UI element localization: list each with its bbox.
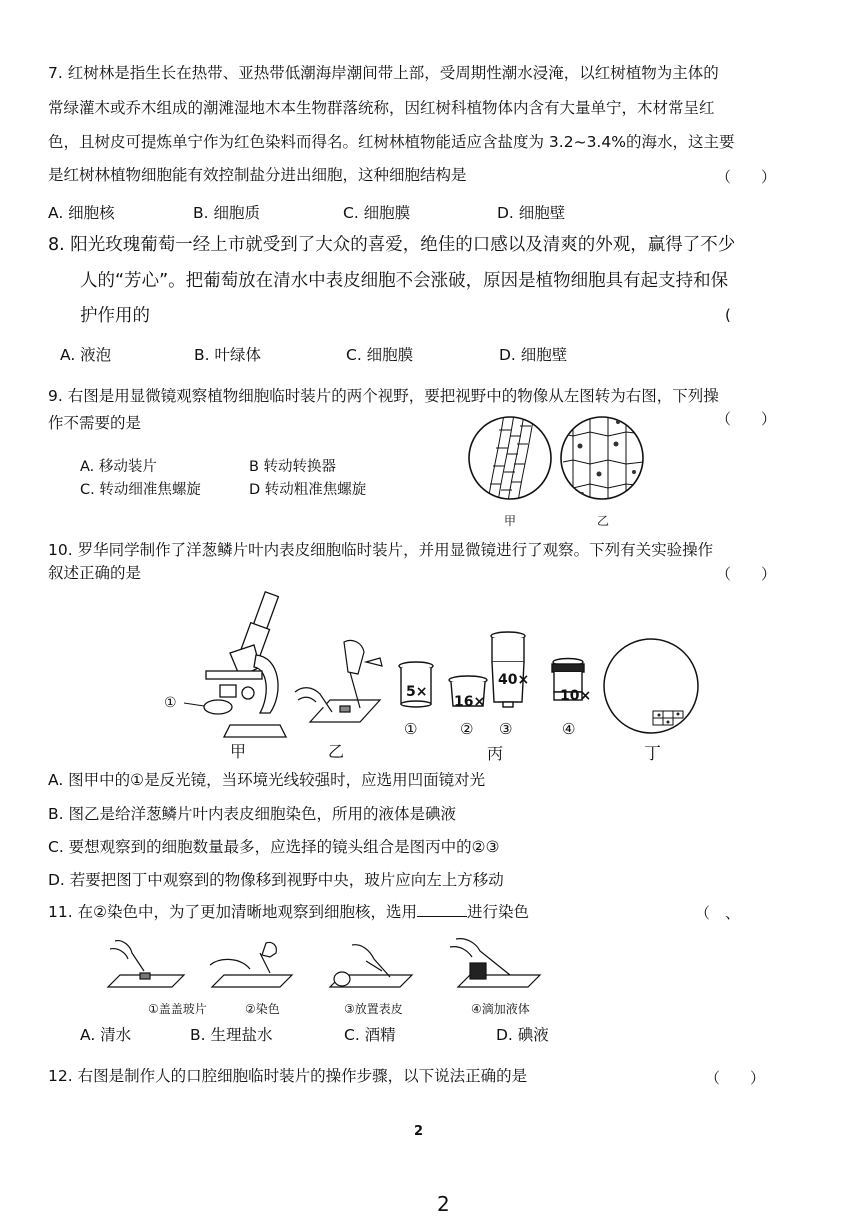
lens-1-num: ① [404,720,418,738]
q11-line1-b: 进行染色 [466,903,529,921]
lens-4-mag: 10× [560,688,592,704]
q10-answer-paren: （ ） [716,565,777,583]
q7-option-d: D. 细胞壁 [497,204,566,222]
lens-3 [491,632,525,707]
q10-fig-label-ding: 丁 [644,744,661,764]
q10-fig-label-bing: 丙 [487,744,504,763]
q11-answer-paren: （ 、 [695,904,741,922]
q12-line1: 12. 右图是制作人的口腔细胞临时装片的操作步骤，以下说法正确的是 [48,1067,528,1085]
q10-fig-label-jia: 甲 [230,742,247,761]
q7-answer-paren: （ ） [716,168,777,186]
page-number: 2 [437,1192,450,1216]
q9-fig-label-yi: 乙 [597,514,610,528]
q11-steps-figure [100,935,560,995]
q10-fig-label-yi: 乙 [328,742,345,761]
lens-3-num: ③ [499,720,513,738]
q11-option-b: B. 生理盐水 [190,1026,273,1044]
q8-option-d: D. 细胞壁 [499,346,568,364]
q10-option-a: A. 图甲中的①是反光镜，当环境光线较强时，应选用凹面镜对光 [48,771,486,789]
q9-line2: 作不需要的是 [48,414,142,432]
lens-3-mag: 40× [498,672,530,688]
lens-1-mag: 5× [406,684,428,700]
q8-option-c: C. 细胞膜 [346,346,414,364]
q8-option-a: A. 液泡 [60,346,112,364]
q11-step-1: ①盖盖玻片 [148,1002,207,1016]
lens-4-num: ④ [562,720,576,738]
q8-line2: 人的“芳心”。把葡萄放在清水中表皮细胞不会涨破，原因是植物细胞具有起支持和保 [80,271,729,291]
q10-staining-figure [290,622,400,732]
view-jia-circle [469,417,551,499]
q10-line1: 10. 罗华同学制作了洋葱鳞片叶内表皮细胞临时装片，并用显微镜进行了观察。下列有关实验操作 [48,541,714,559]
q7-line4: 是红树林植物细胞能有效控制盐分进出细胞，这种细胞结构是 [48,166,467,184]
q11-option-a: A. 清水 [80,1026,132,1044]
q10-option-b: B. 图乙是给洋葱鳞片叶内表皮细胞染色，所用的液体是碘液 [48,805,456,823]
q10-option-d: D. 若要把图丁中观察到的物像移到视野中央，玻片应向左上方移动 [48,871,504,889]
lens-2-mag: 16× [454,694,486,710]
q10-line2: 叙述正确的是 [48,564,142,582]
q9-fig-label-jia: 甲 [504,514,517,528]
q10-callout-1: ① [164,695,177,711]
q7-line3: 色，且树皮可提炼单宁作为红色染料而得名。红树林植物能适应含盐度为 3.2~3.4%的海水，这主要 [48,133,735,151]
q9-microscope-views-figure [468,414,648,504]
q9-option-a: A. 移动装片 [80,459,157,475]
q11-line1 [48,902,529,922]
q7-line2: 常绿灌木或乔木组成的潮滩湿地木本生物群落统称，因红树科植物体内含有大量单宁，木材常呈红 [48,99,715,117]
q7-option-c: C. 细胞膜 [343,204,411,222]
q11-option-d: D. 碘液 [496,1026,549,1044]
q11-step-4: ④滴加液体 [471,1002,530,1016]
q11-answer-blank [417,902,467,917]
q7-option-b: B. 细胞质 [193,204,260,222]
q11-step-3: ③放置表皮 [344,1002,403,1016]
q10-option-c: C. 要想观察到的细胞数量最多，应选择的镜头组合是图丙中的②③ [48,838,500,856]
view-ding-circle [604,639,698,733]
q8-line1: 8. 阳光玫瑰葡萄一经上市就受到了大众的喜爱，绝佳的口感以及清爽的外观，赢得了不少 [48,235,736,255]
lens-2-num: ② [460,720,474,738]
q9-answer-paren: （ ） [716,410,777,428]
q12-answer-paren: （ ） [705,1069,766,1087]
q8-line3: 护作用的 [80,306,150,326]
q7-line1: 7. 红树林是指生长在热带、亚热带低潮海岸潮间带上部，受周期性潮水浸淹，以红树植物为主体的 [48,64,719,82]
q9-line1: 9. 右图是用显微镜观察植物细胞临时装片的两个视野，要把视野中的物像从左图转为右图，下列操 [48,387,719,405]
q11-line1-a: 11. 在②染色中，为了更加清晰地观察到细胞核，选用 [48,903,417,921]
q8-answer-paren: ( [725,306,731,324]
q8-option-b: B. 叶绿体 [194,346,261,364]
small-page-number: 2 [414,1124,424,1139]
q9-option-b: B 转动转换器 [249,459,337,475]
q7-option-a: A. 细胞核 [48,204,115,222]
q9-option-c: C. 转动细准焦螺旋 [80,482,201,498]
q11-option-c: C. 酒精 [344,1026,396,1044]
q9-option-d: D 转动粗准焦螺旋 [249,482,367,498]
q10-microscope-figure [160,585,300,745]
q10-view-figure [603,635,703,739]
q11-step-2: ②染色 [245,1002,280,1016]
